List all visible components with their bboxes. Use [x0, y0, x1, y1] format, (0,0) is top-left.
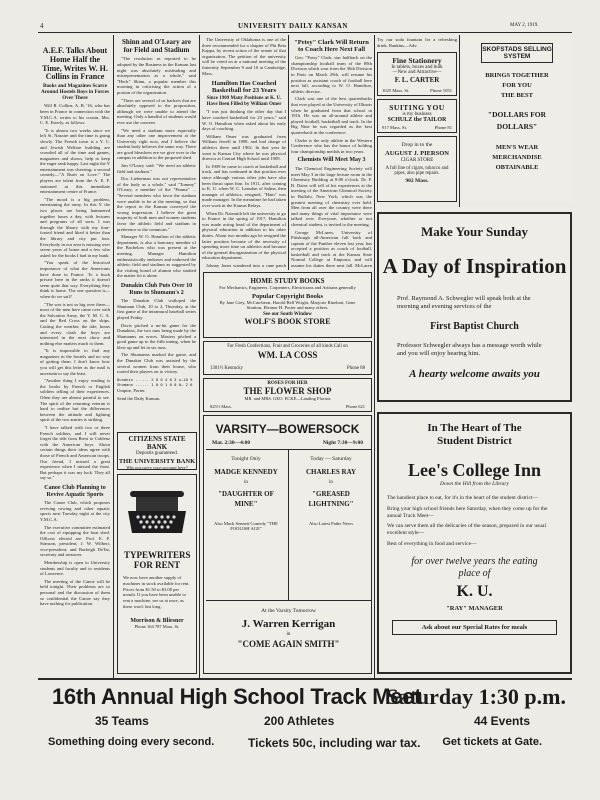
soda-note-text: Try our soda fountain for a refreshing drink. Rankins—Adv. [377, 37, 457, 48]
bank-tag: Why not carry your account here? [126, 465, 188, 470]
typewriter-firm: Morrison & Bliesner [130, 617, 184, 624]
suiting-title: SUITING YOU [389, 103, 445, 112]
lees-ku: K. U. [456, 582, 493, 600]
night-time: Night 7:30—9:00 [322, 440, 363, 446]
col1-headline: A.E.F. Talks About Home Half the Time, Writes W. H. Collins in France [42, 46, 108, 82]
dunakin-para: The Shumanns marked the game, and the Dunakin Club was assisted by the several women from their house, who rooted their players on to victory. [117, 352, 196, 375]
la-coss-address: 1301½ Kentucky [210, 366, 244, 371]
chemists-headline: Chemists Will Meet May 3 [297, 157, 366, 164]
tonight-label: Tonight Only [231, 456, 261, 462]
saturday-label: Today — Saturday [310, 456, 352, 462]
drop-in: Drop in to the [401, 142, 433, 148]
skofstads-line: FOR YOU [502, 82, 532, 89]
theatre-divider [288, 450, 289, 600]
tomorrow-label: At the Varsity Tomorrow [261, 608, 316, 614]
theatre-name: VARSITY—BOWERSOCK [215, 422, 360, 436]
tomorrow-block [204, 608, 372, 649]
clark-para: Geo. "Potsy" Clark, star halfback on the championship football team of the 89th Division which won from the 36th Division in Paris on March 29th, will resume his position as assistant coach of football here next fall, according to W. O. Hamilton, athletic director. [291, 55, 372, 94]
home-study-title: HOME STUDY BOOKS [250, 277, 325, 285]
tonight-block [207, 456, 285, 531]
skofstads-merch: MERCHANDISE [492, 154, 542, 161]
popular-books-authors: By Jane Grey, McCutcheon, Harold Bell Wright, Marjorie Rinehart, Gene Stratton, Eleanor H. Porter and many others. [219, 300, 356, 310]
roses-for-her: ROSES FOR HER [267, 381, 308, 386]
col1-para: "I have talked with two or three French soldiers, and I will never forget the ride from Brest to Coblenz with the American boys. About certain things their ideas agree with those of French and American troops. Our friend, I missed a great experience when I missed the front. But perhaps it was my luck. They all say so." [40, 425, 110, 481]
carter-stationery-ad [377, 52, 457, 96]
hamilton-para: When Dr. Naismith left the university to go to France in the spring of 1917, Hamilton was made acting head of the department of physical education in addition to his other duties. About two months ago he resigned the latter position because of the necessity of spending more time on athletics and because of the general disorganization of the physical education department. [202, 210, 286, 261]
home-study-sub: For Mechanics, Engineers, Carpenters, Electricians and Artisans generally [219, 285, 356, 290]
lees-top-1: In The Heart of The [427, 422, 522, 434]
track-meet-gate: Get tickets at Gate. [442, 736, 542, 748]
skofstads-mens: MEN'S WEAR [495, 144, 539, 151]
column-divider [199, 35, 200, 678]
col1-para: Will R. Collins, A. B. '16, who has been in France in connection with the Y.M.C.A. writes to his cousin, Mrs. C. E. Esterly, as follows: [40, 103, 110, 126]
shinn-para: "There are several of us backers that are absolutely opposed to the proposition, although we were unable to attend the meeting. Only a handful of students would ever use the concern. [117, 97, 196, 125]
dunakin-headline: Dunakin Club Puts Over 10 Runs to Shumann's 2 [120, 282, 193, 296]
shinn-para: "The resolution as reported to be adopted by the Business in the Kansan last night was absolutely misleading and misrepresentation as a whole," said "Heck" Shinn, a popular member this morning in criticising the action of a portion of the organization. [117, 56, 196, 95]
track-meet-teams: 35 Teams [95, 714, 149, 728]
typewriter-icon [122, 481, 192, 541]
lees-name: Lee's College Inn [408, 460, 541, 480]
stationery-address: 1025 Mass. St. [382, 88, 410, 93]
stationery-owner: F. L. CARTER [394, 76, 440, 84]
flower-shop-phone: Phone 621 [345, 404, 365, 409]
canoe-para: The executive committee estimated the cost of equipping the boat shed. Officers elected are: Prof. E. F. Stimson, president; J. W. Wilbert, vice-president; and Burleigh DeTar, secretary and treasurer. [40, 524, 110, 558]
shinn-para: Manager W. O. Hamilton of the athletic department, is also a honorary member of the Bachelors who was present at the meeting. Manager Hamilton enthusiastically endorses and endorsed the athletic field and stadium as suggested by the visiting board of alumni who studied the matter for it alone. [117, 234, 196, 279]
stationery-title: Fine Stationery [392, 56, 442, 65]
varsity-theatre-ad [203, 415, 372, 674]
suiting-sub: is my business [402, 112, 432, 117]
south-window: See our South Window [263, 312, 312, 317]
typewriter-phone: Phone 164 787 Mass. St. [134, 623, 180, 629]
saturday-block [292, 456, 370, 526]
canoe-para: The Canoe Club, which proposes reviving rowing and other aquatic sports next Tuesday night at the city Y.M.C.A. [40, 500, 110, 522]
bank-university: THE UNIVERSITY BANK [118, 458, 196, 465]
tonight-in: in [244, 480, 248, 485]
la-coss-call: For Fresh Confections, Fruit and Groceries of all kinds Call on [227, 344, 348, 349]
cigar-owner: AUGUST J. PIERSON [385, 150, 449, 157]
flower-shop-address: 825½ Mass. [210, 404, 232, 409]
hamilton-para: William Omer was graduated from William Jewell in 1898, and had charge of athletics there until 1902. In that year he went to Kansas City where he was physical director at Central High School until 1909. [202, 133, 286, 162]
dunakin-para: Davis pitched a no-hit game for the Dunakins, the two runs being made by the Shumanns on errors. Masters pitched a good game up to the fifth inning, when he blew up and let in six runs. [117, 322, 196, 350]
lees-para: The handiest place to eat, for it's in the heart of the student district— [387, 495, 538, 501]
col1-para: "It is impossible to find any magazines in the hostels and no way of getting them. I don't know how you will get this letter as the mail is uncertain to say the least. [40, 348, 110, 376]
track-meet-time: Saturday 1:30 p.m. [386, 684, 566, 709]
send-kansan-line: Send the Daily Kansan. [117, 395, 161, 401]
column-divider [374, 35, 375, 678]
col1-para: "The war is not so big over there—most of the men here came over with the Salvation Army, the Y. M. C. A. and the Red Cross on the ships. Cutting the weather, the tide, hours and every clash the boys are interested in the next chow and nothing else matters much to them. [40, 301, 110, 346]
tonight-also: Also Mack Sennett Comedy "THE FOOLISH AGE" [214, 521, 278, 531]
column-3 [202, 37, 286, 269]
shinn-para: Doc Lieberman was not representative of the body as a whole," said "Tommy" O'Leary, a member of the "Peanut" ... "Several members who favor the stadium were unable to be at the meeting, so that the report in the Kansan conveyed the wrong impression. I believe the great majority of both men and women students favor the athletic field and stadium in preference to the commons." [117, 176, 196, 232]
bank-name: CITIZENS STATE BANK [128, 435, 186, 451]
lees-rates-button: Ask about our Special Rates for meals [392, 620, 557, 635]
track-meet-slogan: Something doing every second. [48, 736, 215, 748]
masthead: UNIVERSITY DAILY KANSAN [238, 22, 348, 30]
stationery-new: —New and Attractive— [392, 70, 442, 75]
oklahoma-para: The University of Oklahoma is one of the three recommended for a chapter of Phi Beta Kappa, by recent action of the senate of that organization. The petition of the university will be voted on at a national meeting of the fraternity September 9 and 10 at Cambridge, Mass. [202, 37, 286, 76]
lees-manager: "RAY" MANAGER [446, 604, 503, 612]
column-4 [291, 37, 372, 269]
chemists-para: George McLaren, University of Pittsburgh all-American full back and captain of the Panther eleven last year, has accepted a position as coach of football, basketball and track at the Kansas State Normal College at Emporia, and will assume his duties there next fall. McLaren [291, 229, 372, 269]
dunakin-para: The Dunakin Club walloped the Shumann Club, 10 to 2, Thursday, at the first game of the intramural baseball series played Friday. [117, 298, 196, 320]
church-body-2: Professor Schwegler always has a message worth while and you will enjoy hearing him. [397, 342, 542, 357]
shinn-para: Jim O'Leary said: "We need an athletic field and stadium." [117, 163, 196, 174]
church-name: First Baptist Church [430, 321, 519, 332]
typewriter-body: We now have another supply of machines in stock available for rent. Prices from $1.50 to $3.00 per month. If you have been unable to rent a machine, see us at once, as these won't last long. [123, 575, 190, 609]
lees-top-2: Student District [437, 435, 512, 447]
banner-rule [38, 678, 572, 680]
lees-para: Best of everything in food and service— [387, 540, 477, 547]
box-score-line: Dunakin ...... 2 0 0 4 0 3 x—10 9 [117, 376, 193, 382]
bank-deposits: Deposits guaranteed. [136, 451, 178, 456]
soda-note [377, 37, 457, 49]
schulz-tailor-ad [377, 99, 457, 133]
la-coss-ad [203, 341, 372, 375]
cigar-store: CIGAR STORE [400, 158, 434, 163]
popular-books-head: Popular Copyright Books [251, 293, 324, 300]
track-meet-events: 44 Events [473, 714, 530, 728]
la-coss-name: WM. LA COSS [257, 350, 318, 360]
col1-para: "It is almost two weeks since we left St. Nazaire and the time is going slowly. The French town is a Y. C. and Jewish Welfare building are crowded all of the time and games, magazines and shows, help to keep the eager rank happy. Last night the Y entertainment was cheering; a second comedy—"A Rush on Love." The players are talent from the A. E. F. stationed at this immediate entertainment centre of France. [40, 127, 110, 195]
col1-para: "You speak of the historical importance of what the Americans have done in France. To a buck private here in the ranks it doesn't seem quite that way. Everything they think is home. The one question is—when do we sail? [40, 260, 110, 299]
track-meet-tickets: Tickets 50c, including war tax. [248, 736, 421, 750]
flower-shop-ad [203, 378, 372, 412]
hamilton-para: In 1909 he came to coach at basketball and track, and has continued in that position ever since although various other jobs have also been thrust upon him. In 1911, after coming to K. U. when W. C. Lansdon of Salina, then manager of athletics, resigned, "Ham" was made manager. In the meantime he had taken over work in the Kansas Relays. [202, 163, 286, 208]
skofstads-obtainable: OBTAINABLE [495, 164, 539, 171]
header-rule [38, 32, 572, 33]
chemists-para: The Chemical Engineering Society will meet May 3 in the large lecture room in the Chemistry Building at 8:00 o'clock. Dr. F. B. Dains will tell of his experiences at the meeting of the American Chemical Society in Buffalo, New York, which was the greatest meeting of chemistry ever held. Men from all over the country were there and many things of vital importance were talked over. Everyone, whether or not chemical student, is invited to the meeting. [291, 165, 372, 227]
issue-date: MAY 2, 1919. [510, 23, 539, 28]
col1-subhead: Books and Magazines Scarce Around Hostels Boys in Forces Over There [40, 83, 110, 101]
bank-ad [117, 432, 197, 470]
flower-shop-name: THE FLOWER SHOP [243, 386, 332, 396]
lees-para: We can serve them all the delicacies of the season, prepared in our usual excellent style— [387, 523, 546, 537]
clark-headline: "Petsy" Clark Will Return to Coach Here Next Fall [294, 39, 369, 54]
track-meet-athletes: 200 Athletes [264, 714, 335, 728]
column-divider [113, 35, 114, 678]
tonight-star: MADGE KENNEDY [214, 468, 278, 476]
column-2 [117, 37, 196, 429]
tailor-name: SCHULZ the TAILOR [387, 117, 447, 123]
lees-college-inn-ad [377, 412, 572, 674]
canoe-para: Membership is open to University students and faculty and to residents of Lawrence. [40, 560, 110, 577]
matinee-time: Mat. 2:30—4:00 [212, 440, 251, 446]
column-divider [288, 35, 289, 270]
skofstads-logo-text: SKOFSTADS SELLING SYSTEM [482, 46, 552, 60]
wolfs-book-store-ad [203, 272, 372, 338]
skofstads-ad [462, 37, 572, 202]
hamilton-headline: Hamilton Has Coached Basketball for 23 Years [211, 80, 277, 95]
theatre-rule [206, 600, 371, 601]
church-welcome: A hearty welcome awaits you [409, 368, 540, 380]
cigar-body: A full line of cigars, tobacco and pipes, also pipe repairs. [385, 166, 449, 176]
tonight-title: "DAUGHTER OF MINE" [218, 490, 274, 508]
saturday-title: "GREASED LIGHTNING" [308, 490, 354, 508]
stationery-phone: Phone 1051 [430, 88, 452, 93]
box-score-line: Shumann ...... 1 0 0 1 0 0 0— 2 6 [117, 382, 193, 388]
skofstads-quote: "DOLLARS FOR DOLLARS" [487, 110, 547, 131]
typewriter-ad [117, 474, 197, 674]
col1-para: "Another thing I enjoy reading is the books by French or English soldiers telling of their experiences. Often they are almost painful to see. The spirit of the returning veteran is hard to realize but the differences between the attitude and fighting spirit of the two armies is striking. [40, 378, 110, 423]
column-1 [40, 37, 110, 677]
flower-shop-owners: MR. and MRS. GEO. ECKE—Landing Florists [244, 396, 331, 401]
track-meet-banner [40, 684, 570, 774]
skofstads-logo [481, 43, 553, 63]
stationery-sub: In tablets, boxes and bulk [391, 65, 443, 70]
clark-para: Clarke is the only athlete in the Western Conference who has the honor of holding four championship medals in two years. [291, 137, 372, 154]
canoe-headline: Canoe Club Planning to Revive Aquatic Sports [44, 484, 106, 498]
tomorrow-in: in [286, 632, 291, 637]
pierson-cigar-ad [377, 136, 457, 202]
shinn-headline: Shinn and O'Leary are for Field and Stadium [122, 38, 191, 54]
church-body: Prof. Raymond A. Schwegler will speak both at the morning and evening services of the [397, 295, 531, 310]
saturday-also: Also Latest Pathe News [308, 521, 353, 526]
baptist-church-ad [377, 212, 572, 402]
canoe-para: The meeting of the Canoe will be held tonight. Their problems are so personal and the discussion of them so confidential the Canoe say they have nothing for publication. [40, 578, 110, 607]
tomorrow-star: J. Warren Kerrigan [241, 618, 336, 630]
clark-para: Clark was one of the best quarterbacks that ever played at the University of Illinois when he graduated from that school in 1916. He was an all-around athlete and played football, basketball and track. In the Big Nine he was regarded as the best quarterback in the conference. [291, 96, 372, 135]
col1-para: "The mood is a big problem, entertaining the army. In this Y. the two places are being hammered together hours a day, with lectures and programs of all sorts. I was through the library with my four-footed friend and liked it better than the library and city put four. Everybody in our area is missing over seven years of home and a few who asked for the books I had in my bunk. [40, 196, 110, 258]
tailor-phone: Phone 81 [434, 125, 452, 130]
page-number: 4 [40, 22, 44, 30]
tomorrow-title: "COME AGAIN SMITH" [237, 639, 340, 649]
saturday-in: in [329, 480, 333, 485]
hamilton-subhead: Since 1909 Many Positions at K. U. Have Been Filled by William Omer [206, 96, 282, 107]
wolfs-store-name: WOLF'S BOOK STORE [244, 317, 331, 326]
column-divider [459, 35, 460, 207]
la-coss-phone: Phone 88 [347, 366, 365, 371]
track-meet-title: 16th Annual High School Track Meet [52, 684, 422, 709]
umpire-line: Umpire, Porter. [117, 388, 146, 394]
skofstads-line: BRINGS TOGETHER [485, 72, 549, 79]
typewriter-title: TYPEWRITERS FOR RENT [124, 550, 191, 570]
shinn-para: "We need a stadium more especially than any other one improvement at the University right now, and I believe the student body believes the same way. There are good bleachers ere we give over to the campus in addition to the proposed shed. [117, 127, 196, 161]
tailor-address: 917 Mass. St. [382, 125, 408, 130]
hamilton-para: "I was just thinking the other day that I have coached basketball for 23 years," said W. O. Hamilton when asked about his early days of coaching. [202, 109, 286, 132]
cigar-address: 902 Mass. [405, 178, 429, 184]
lees-sub: Down the Hill from the Library [439, 481, 509, 487]
skofstads-line: THE BEST [501, 92, 533, 99]
hamilton-para: Johnny Jones wandered into a cane patch [206, 262, 286, 268]
lees-italic: for over twelve years the eating place of [411, 555, 538, 579]
church-top: Make Your Sunday [421, 224, 528, 239]
church-headline: A Day of Inspiration [382, 254, 567, 278]
lees-para: Bring your high school friends here Saturday, when they come up for the annual Track Meet— [387, 505, 548, 519]
saturday-star: CHARLES RAY [305, 468, 357, 476]
